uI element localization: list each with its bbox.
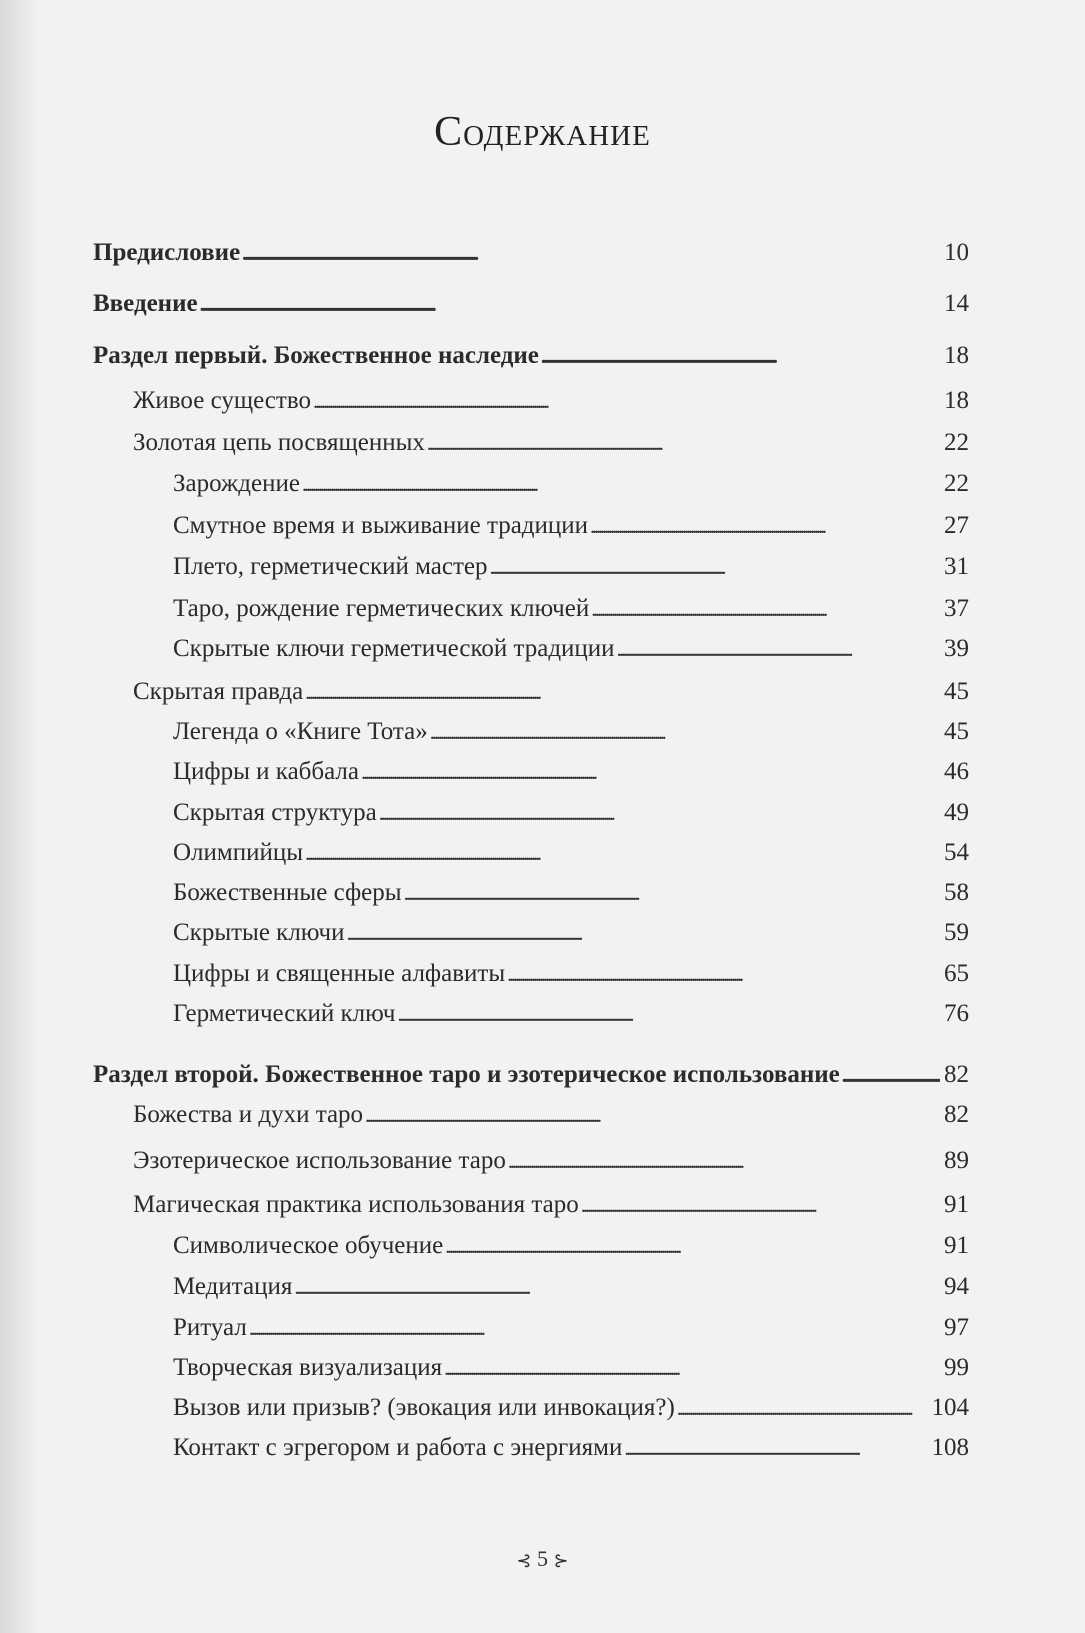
- toc-entry[interactable]: [93, 596, 969, 621]
- toc-entry-page: 82: [944, 1061, 969, 1088]
- toc-entry-title: Творческая визуализация: [173, 1354, 443, 1381]
- toc-entry-title: Эзотерическое использование таро: [133, 1147, 506, 1174]
- toc-entry[interactable]: [93, 679, 969, 704]
- toc-entry-page: 18: [944, 387, 969, 414]
- toc-entry-page: 104: [931, 1394, 969, 1421]
- dot-leader: [302, 471, 940, 496]
- toc-entry-title: Божественные сферы: [173, 879, 402, 906]
- toc-entry[interactable]: [93, 388, 969, 413]
- toc-entry-title: Живое существо: [133, 387, 311, 414]
- toc-entry[interactable]: [93, 880, 969, 905]
- toc-entry[interactable]: [93, 840, 969, 865]
- toc-entry-page: 97: [944, 1314, 969, 1341]
- toc-entry-page: 46: [944, 758, 969, 785]
- toc-entry-title: Ритуал: [173, 1314, 247, 1341]
- toc-entry-title: Введение: [93, 290, 198, 317]
- toc-entry-page: 89: [944, 1147, 969, 1174]
- toc-entry-title: Магическая практика использования таро: [133, 1191, 579, 1218]
- toc-entry[interactable]: [93, 1148, 969, 1173]
- toc-entry[interactable]: [93, 1274, 969, 1299]
- dot-leader: [346, 920, 940, 945]
- toc-entry-title: Контакт с эгрегором и работа с энергиями: [173, 1434, 623, 1461]
- toc-entry-title: Таро, рождение герметических ключей: [173, 595, 590, 622]
- toc-entry-page: 65: [944, 960, 969, 987]
- toc-entry-page: 58: [944, 879, 969, 906]
- toc-entry-page: 18: [944, 342, 969, 369]
- dot-leader: [249, 1315, 940, 1340]
- toc-entry-title: Предисловие: [93, 239, 241, 266]
- toc-entry[interactable]: [93, 1001, 969, 1026]
- dot-leader: [200, 291, 940, 316]
- toc-entry[interactable]: [93, 1062, 969, 1087]
- toc-entry-page: 59: [944, 919, 969, 946]
- toc-entry-page: 49: [944, 799, 969, 826]
- toc-entry-title: Скрытые ключи: [173, 919, 345, 946]
- dot-leader: [397, 1001, 940, 1026]
- left-ornament: ⊰: [516, 1550, 532, 1571]
- toc-entry-page: 91: [944, 1232, 969, 1259]
- dot-leader: [361, 759, 940, 784]
- toc-entry[interactable]: [93, 759, 969, 784]
- toc-entry[interactable]: [93, 513, 969, 538]
- toc-entry[interactable]: [93, 1315, 969, 1340]
- toc-entry-title: Цифры и каббала: [173, 758, 359, 785]
- dot-leader: [444, 1355, 940, 1380]
- toc-entry-page: 37: [944, 595, 969, 622]
- toc-entry[interactable]: [93, 343, 969, 368]
- dot-leader: [242, 240, 940, 265]
- toc-entry-title: Олимпийцы: [173, 839, 304, 866]
- dot-leader: [427, 430, 940, 455]
- toc-entry-page: 22: [944, 429, 969, 456]
- toc-entry-page: 22: [944, 470, 969, 497]
- dot-leader: [617, 636, 940, 661]
- toc-entry-page: 27: [944, 512, 969, 539]
- toc-entry-page: 10: [944, 239, 969, 266]
- dot-leader: [507, 961, 940, 986]
- toc-entry[interactable]: [93, 1395, 969, 1420]
- toc-entry[interactable]: [93, 961, 969, 986]
- dot-leader: [490, 554, 941, 579]
- dot-leader: [305, 840, 940, 865]
- toc-entry-title: Герметический ключ: [173, 1000, 396, 1027]
- toc-entry-title: Раздел второй. Божественное таро и эзотерическое использование: [93, 1061, 840, 1088]
- dot-leader: [430, 719, 940, 744]
- dot-leader: [365, 1102, 940, 1127]
- toc-entry[interactable]: [93, 719, 969, 744]
- toc-entry-page: 14: [944, 290, 969, 317]
- dot-leader: [590, 513, 940, 538]
- toc-entry-page: 91: [944, 1191, 969, 1218]
- toc-entry-title: Символическое обучение: [173, 1232, 444, 1259]
- toc-entry[interactable]: [93, 1435, 969, 1460]
- toc-entry-title: Плето, герметический мастер: [173, 553, 488, 580]
- toc-entry[interactable]: [93, 554, 969, 579]
- dot-leader: [624, 1435, 927, 1460]
- dot-leader: [404, 880, 940, 905]
- toc-entry-page: 94: [944, 1273, 969, 1300]
- toc-entry-title: Вызов или призыв? (эвокация или инвокация?): [173, 1394, 675, 1421]
- dot-leader: [677, 1395, 928, 1420]
- toc-entry-page: 54: [944, 839, 969, 866]
- toc-entry-title: Раздел первый. Божественное наследие: [93, 342, 539, 369]
- toc-entry-title: Зарождение: [173, 470, 300, 497]
- toc-entry-page: 76: [944, 1000, 969, 1027]
- dot-leader: [581, 1192, 940, 1217]
- toc-entry[interactable]: [93, 240, 969, 265]
- toc-entry-title: Скрытые ключи герметической традиции: [173, 635, 615, 662]
- toc-entry[interactable]: [93, 1192, 969, 1217]
- right-ornament: ⊱: [553, 1550, 569, 1571]
- toc-entry-title: Легенда о «Книге Тота»: [173, 718, 428, 745]
- toc-entry-page: 45: [944, 718, 969, 745]
- toc-entry-title: Скрытая структура: [173, 799, 377, 826]
- page-edge-shadow: [0, 0, 40, 1633]
- toc-entry-title: Смутное время и выживание традиции: [173, 512, 589, 539]
- toc-entry[interactable]: [93, 471, 969, 496]
- toc-entry[interactable]: [93, 291, 969, 316]
- page-title: Содержание: [434, 109, 651, 155]
- toc-entry[interactable]: [93, 1355, 969, 1380]
- toc-entry-title: Золотая цепь посвященных: [133, 429, 425, 456]
- toc-entry[interactable]: [93, 636, 969, 661]
- dot-leader: [591, 596, 940, 621]
- dot-leader: [294, 1274, 940, 1299]
- toc-entry-page: 45: [944, 678, 969, 705]
- dot-leader: [842, 1062, 940, 1087]
- dot-leader: [313, 388, 940, 413]
- toc-entry[interactable]: [93, 1102, 969, 1127]
- toc-entry-page: 39: [944, 635, 969, 662]
- toc-entry-title: Скрытая правда: [133, 678, 304, 705]
- page-number: 5: [537, 1546, 548, 1571]
- dot-leader: [305, 679, 940, 704]
- page-footer: [0, 1546, 1085, 1572]
- dot-leader: [445, 1233, 940, 1258]
- toc-entry[interactable]: [93, 430, 969, 455]
- toc-entry-page: 108: [931, 1434, 969, 1461]
- toc-entry[interactable]: [93, 800, 969, 825]
- dot-leader: [541, 343, 940, 368]
- toc-entry-page: 31: [944, 553, 969, 580]
- toc-entry[interactable]: [93, 920, 969, 945]
- toc-entry[interactable]: [93, 1233, 969, 1258]
- toc-entry-title: Медитация: [173, 1273, 293, 1300]
- toc-entry-title: Цифры и священные алфавиты: [173, 960, 506, 987]
- dot-leader: [508, 1148, 940, 1173]
- toc-entry-page: 99: [944, 1354, 969, 1381]
- dot-leader: [379, 800, 940, 825]
- toc-entry-title: Божества и духи таро: [133, 1101, 364, 1128]
- toc-entry-page: 82: [944, 1101, 969, 1128]
